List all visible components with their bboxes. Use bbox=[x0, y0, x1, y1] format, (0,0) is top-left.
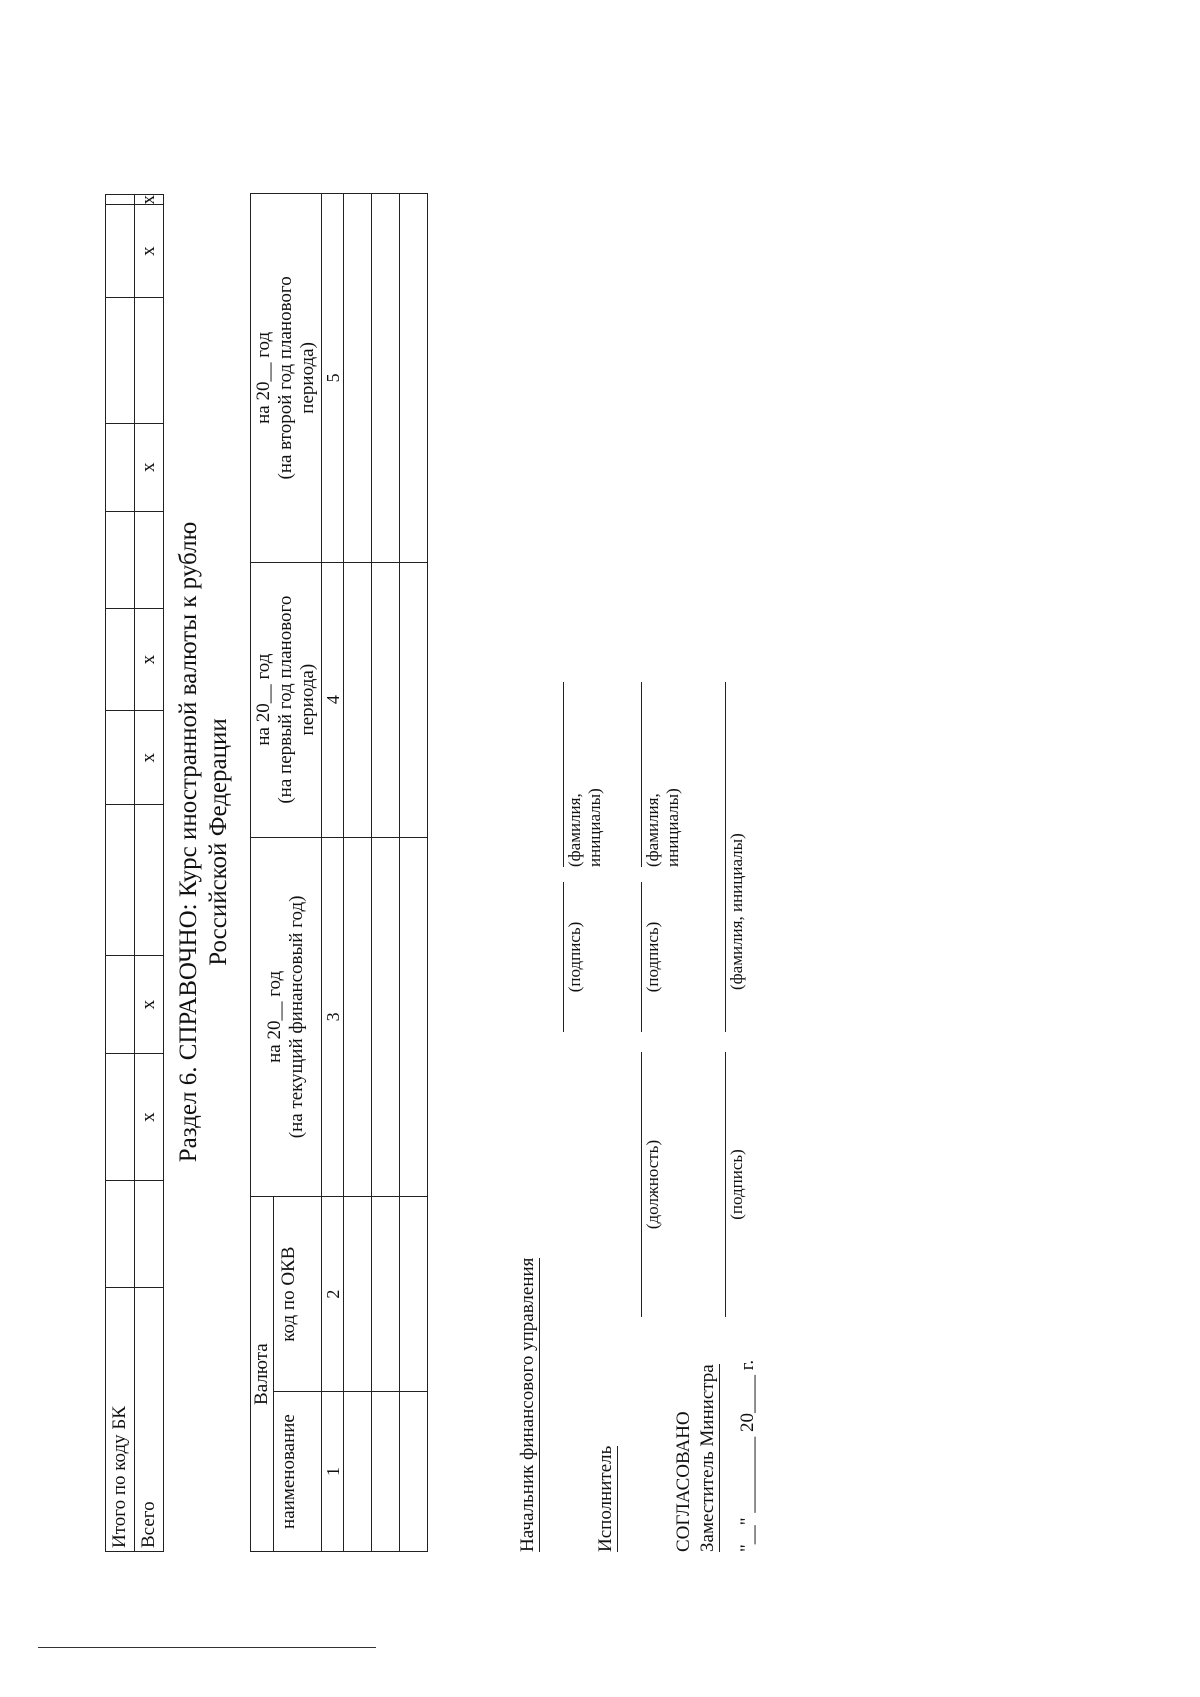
table-cell bbox=[106, 195, 135, 206]
table-cell: х bbox=[135, 1054, 164, 1181]
table-cell: х bbox=[135, 955, 164, 1053]
header-second-plan-year bbox=[251, 194, 322, 563]
table-cell bbox=[372, 194, 400, 563]
caption-name-line-2: инициалы) bbox=[663, 788, 682, 867]
table-cell bbox=[372, 562, 400, 837]
table-cell bbox=[106, 297, 135, 423]
table-cell bbox=[135, 511, 164, 608]
caption-signature: (подпись) bbox=[643, 921, 662, 993]
header-second-plan-year-line-3: периода) bbox=[297, 342, 318, 414]
signature-line bbox=[563, 882, 564, 1032]
executor-label: Исполнитель bbox=[595, 1445, 616, 1552]
header-currency-name: наименование bbox=[274, 1392, 322, 1552]
table-cell bbox=[344, 562, 372, 837]
signature-line bbox=[641, 882, 642, 1032]
header-second-plan-year-line-1: на 20__ год bbox=[253, 331, 274, 424]
name-line bbox=[725, 682, 726, 1032]
header-second-plan-year-line-2: (на второй год планового bbox=[275, 276, 296, 480]
header-first-plan-year-line-2: (на первый год планового bbox=[275, 595, 296, 804]
table-cell bbox=[344, 194, 372, 563]
column-number: 4 bbox=[322, 562, 344, 837]
header-first-plan-year bbox=[251, 562, 322, 837]
caption-signature: (подпись) bbox=[727, 1149, 746, 1220]
header-first-plan-year-line-1: на 20__ год bbox=[253, 653, 274, 746]
table-cell bbox=[106, 205, 135, 297]
caption-position: (должность) bbox=[643, 1139, 662, 1230]
table-row bbox=[106, 195, 135, 1552]
name-line bbox=[563, 682, 564, 867]
table-cell bbox=[135, 805, 164, 956]
table-cell bbox=[344, 1197, 372, 1392]
approved-label: СОГЛАСОВАНО bbox=[673, 1411, 694, 1552]
section-title-line-2: Российской Федерации bbox=[205, 718, 232, 966]
deputy-minister-label: Заместитель Министра bbox=[697, 1364, 718, 1552]
header-currency-code: код по ОКВ bbox=[274, 1197, 322, 1392]
table-row bbox=[344, 194, 372, 1552]
name-line bbox=[641, 682, 642, 867]
date-line: "__" ________ 20____ г. bbox=[737, 1359, 758, 1552]
table-row bbox=[400, 194, 428, 1552]
currency-rates-table bbox=[250, 193, 428, 1552]
header-current-year-line-1: на 20__ год bbox=[264, 970, 285, 1063]
header-first-plan-year-line-3: периода) bbox=[297, 663, 318, 736]
caption-name-line-1: (фамилия, bbox=[565, 793, 584, 867]
rotated-document bbox=[105, 92, 1125, 1592]
caption-name-initials-full: (фамилия, инициалы) bbox=[727, 833, 746, 990]
table-cell bbox=[106, 511, 135, 608]
table-cell bbox=[135, 297, 164, 423]
column-number: 3 bbox=[322, 837, 344, 1197]
signature-line bbox=[725, 1052, 726, 1317]
table-cell bbox=[400, 1197, 428, 1392]
table-cell bbox=[400, 1392, 428, 1552]
table-cell bbox=[400, 837, 428, 1197]
currency-group-header: Валюта bbox=[251, 1197, 274, 1552]
table-cell bbox=[106, 711, 135, 805]
table-cell bbox=[135, 1181, 164, 1288]
page-footer-rule bbox=[38, 1647, 376, 1648]
table-cell bbox=[106, 805, 135, 956]
totals-table bbox=[105, 194, 164, 1552]
head-of-finance-title: Начальник финансового управления bbox=[517, 1257, 538, 1552]
caption-signature: (подпись) bbox=[565, 921, 584, 993]
table-cell: х bbox=[135, 711, 164, 805]
table-cell bbox=[106, 955, 135, 1053]
section-title-line-1: Раздел 6. СПРАВОЧНО: Курс иностранной валюты к рублю bbox=[175, 521, 202, 1163]
table-cell bbox=[400, 562, 428, 837]
column-numbers-row bbox=[322, 194, 344, 1552]
table-cell bbox=[106, 1054, 135, 1181]
caption-name-initials bbox=[565, 717, 605, 867]
table-cell: х bbox=[135, 205, 164, 297]
caption-name-line-2: инициалы) bbox=[585, 788, 604, 867]
table-cell bbox=[106, 609, 135, 711]
table-cell bbox=[344, 1392, 372, 1552]
caption-name-line-1: (фамилия, bbox=[643, 793, 662, 867]
position-line bbox=[641, 1052, 642, 1317]
table-cell bbox=[344, 837, 372, 1197]
table-cell bbox=[400, 194, 428, 563]
table-header-row bbox=[251, 194, 274, 1552]
table-cell bbox=[106, 1181, 135, 1288]
header-current-year-line-2: (на текущий финансовый год) bbox=[286, 895, 307, 1139]
table-cell: х bbox=[135, 423, 164, 511]
table-cell bbox=[372, 837, 400, 1197]
table-cell: х bbox=[135, 195, 164, 206]
caption-name-initials bbox=[643, 717, 683, 867]
table-row bbox=[372, 194, 400, 1552]
column-number: 5 bbox=[322, 194, 344, 563]
header-current-year bbox=[251, 837, 322, 1197]
row-label-total-by-code: Итого по коду БК bbox=[106, 1288, 135, 1552]
column-number: 2 bbox=[322, 1197, 344, 1392]
column-number: 1 bbox=[322, 1392, 344, 1552]
table-cell bbox=[106, 423, 135, 511]
table-row bbox=[135, 195, 164, 1552]
table-cell bbox=[372, 1197, 400, 1392]
table-cell bbox=[372, 1392, 400, 1552]
table-cell: х bbox=[135, 609, 164, 711]
row-label-grand-total: Всего bbox=[135, 1288, 164, 1552]
